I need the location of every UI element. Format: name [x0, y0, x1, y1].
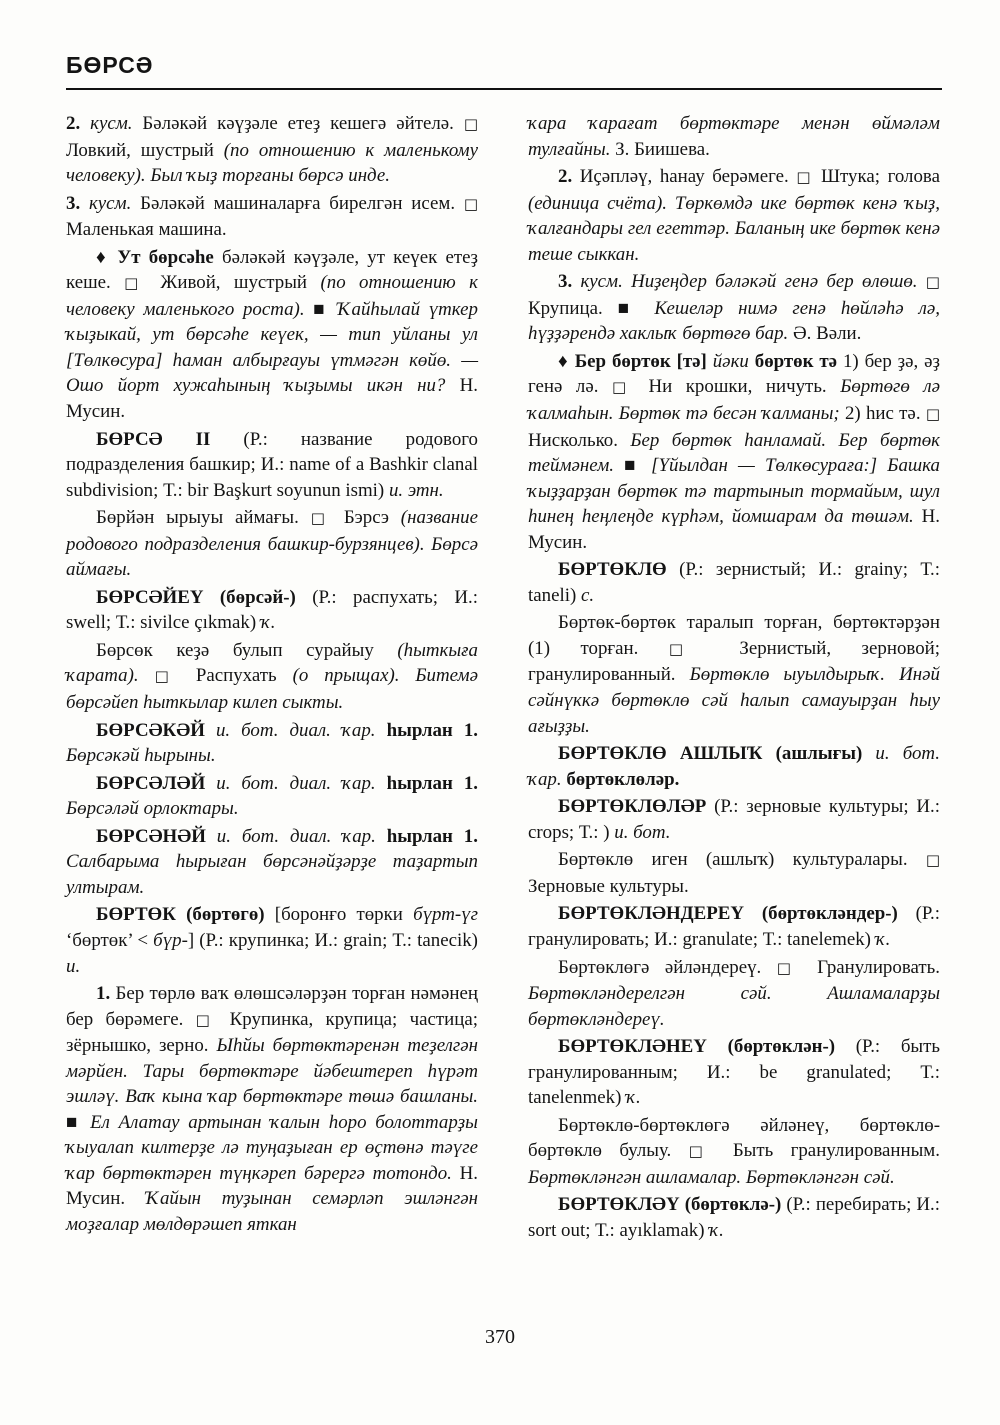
entry-paragraph: ♦ Ут бөрсәһе бәләкәй кәүҙәле, ут кеүек етеҙ кеше. □ Живой, шустрый (по отношению к человеку маленького роста). ■ Ҡайһылай үткер ҡыҙыкай, ут бөрсәһе кеүек, — тип уйланы ул [Төлкөсура] һаман албырғауы үтмәгән көйө. — Ошо йорт хужаһының ҡыҙымы икән ни? Н. Мусин.: [66, 246, 478, 423]
entry-paragraph: БӨРТӨКЛӨ АШЛЫҠ (ашлығы) и. бот. ҡар. бөртөклөләр.: [528, 743, 940, 790]
entry-paragraph: Бөртөклө-бөртөклөгә әйләнеү, бөртөклө-бөртөклө булыу. □ Быть гранулированным. Бөртөкләнгән ашламалар. Бөртөкләнгән сәй.: [528, 1114, 940, 1188]
entry-paragraph: Бөртөк-бөртөк таралып торған, бөртөктәрҙән (1) торған. □ Зернистый, зерновой; гранулированный. Бөртөклө ыуылдырыҡ. Инәй сәйнүккә бөртөклө сәй һалып самауырҙан һыу ағыҙҙы.: [528, 612, 940, 737]
header-rule: [66, 88, 942, 90]
entry-paragraph: Бөрсөк кеҙә булып сурайыу (һыткыға ҡарата). □ Распухать (о прыщах). Битемә бөрсәйеп һыткылар килеп сыкты.: [66, 639, 478, 714]
entry-paragraph: Бөрйән ырыуы аймағы. □ Бэрсэ (название родового подразделения башкир-бурзянцев). Бөрсә аймағы.: [66, 507, 478, 581]
running-head: БӨРСӘ: [66, 52, 154, 78]
entry-paragraph: ҡара ҡарағат бөртөктәре менән өймәләм тулғайны. З. Биишева.: [528, 113, 940, 160]
entry-paragraph: Бөртөклөгә әйләндереү. □ Гранулировать. Бөртөкләндерелгән сәй. Ашламаларҙы бөртөкләндереү.: [528, 956, 940, 1030]
entry-paragraph: 2. Иҫәпләү, һанау берәмеге. □ Штука; голова (единица счёта). Төркөмдә ике бөртөк кенә ҡыҙ, ҡалғандары гел егеттәр. Баланың ике бөртөк кенә теше сыккан.: [528, 166, 940, 265]
page-number: 370: [485, 1326, 515, 1348]
entry-paragraph: ♦ Бер бөртөк [тә] йәки бөртөк тә 1) бер ҙә, әҙ генә лә. □ Ни крошки, ничуть. Бөртөгө лә ҡалмаһын. Бөртөк тә бесән ҡалманы; 2) һис тә. □ Нисколько. Бер бөртөк һанламай. Бер бөртөк теймәнем. ■ [Үйылдан — Төлкөсураға:] Башка ҡыҙҙарҙан бөртөк тә тартынып тормайым, шул һинең һеңлеңде күрһәм, йомшарам да төшәм. Н. Мусин.: [528, 350, 941, 553]
entry-paragraph: БӨРТӨКЛӨ (Р.: зернистый; И.: grainy; Т.: taneli) с.: [528, 559, 940, 606]
entry-paragraph: БӨРСӘНӘЙ и. бот. диал. ҡар. һырлан 1. Салбарыма һырыған бөрсәнәйҙәрҙе таҙартып ултырам.: [66, 825, 478, 898]
entry-paragraph: БӨРТӨКЛӘҮ (бөртөклә-) (Р.: перебирать; И.: sort out; Т.: ayıklamak) ҡ.: [528, 1194, 940, 1241]
entry-paragraph: БӨРСӘЛӘЙ и. бот. диал. ҡар. һырлан 1. Бөрсәләй орлоктары.: [66, 772, 478, 820]
entry-paragraph: БӨРТӨК (бөртөгө) [боронғо төрки бүрт-үг ‘бөртөк’ < бүр-] (Р.: крупинка; И.: grain; Т.: tanecik) и.: [66, 904, 478, 977]
entry-paragraph: БӨРСӘ II (Р.: название родового подразделения башкир; И.: name of a Bashkir clanal subdivision; Т.: bir Başkurt soyunun ismi) и. этн.: [66, 428, 478, 501]
right-column: [528, 111, 940, 1246]
entry-paragraph: БӨРТӨКЛӘНДЕРЕҮ (бөртөкләндер-) (Р.: гранулировать; И.: granulate; Т.: tanelemek) ҡ.: [528, 903, 940, 950]
entry-paragraph: БӨРТӨКЛӘНЕҮ (бөртөклән-) (Р.: быть гранулированным; И.: be granulated; Т.: tanelenmek) ҡ.: [528, 1036, 940, 1109]
entry-paragraph: 3. кусм. Ниҙеңдер бәләкәй генә бер өлөшө. □ Крупица. ■ Кешеләр нимә генә һөйләһә лә, һүҙҙәрендә хаклыҡ бөртөгө бар. Ә. Вәли.: [528, 271, 940, 345]
entry-paragraph: 3. кусм. Бәләкәй машиналарға бирелгән исем. □ Маленькая машина.: [66, 192, 479, 241]
entry-paragraph: 2. кусм. Бәләкәй кәүҙәле етеҙ кешегә әйтелә. □ Ловкий, шустрый (по отношению к маленькому человеку). Был ҡыҙ торғаны бөрсә инде.: [66, 113, 478, 187]
entry-paragraph: БӨРСӘКӘЙ и. бот. диал. ҡар. һырлан 1. Бөрсәкәй һырыны.: [66, 719, 478, 767]
entry-paragraph: Бөртөклө иген (ашлыҡ) культуралары. □ Зерновые культуры.: [528, 849, 940, 897]
entry-paragraph: БӨРТӨКЛӨЛӘР (Р.: зерновые культуры; И.: crops; Т.: ) и. бот.: [528, 796, 940, 843]
entry-paragraph: 1. Бер төрлө ваҡ өлөшсәләрҙән торған нәмәнең бер бөрәмеге. □ Крупинка, крупица; частица; зёрнышко, зерно. Ыһйы бөртөктәренән теҙелгән мәрйен. Тары бөртөктәре йәбештереп һүрәт эшләү. Ваҡ кына ҡар бөртөктәре төшә башланы. ■ Ел Алатау артынан ҡалын һоро болоттарҙы ҡыуалап килтерҙе лә туңаҙыған ер өҫтөнә тәүге ҡар бөртөктәрен түңкәреп бәрергә тотондо. Н. Мусин. Ҡайын туҙынан семәрләп эшләнгән моҙғалар мөлдөрәшеп яткан: [66, 983, 478, 1235]
entry-paragraph: БӨРСӘЙЕҮ (бөрсәй-) (Р.: распухать; И.: swell; Т.: sivilce çıkmak) ҡ.: [66, 586, 478, 634]
left-column: [66, 111, 478, 1240]
